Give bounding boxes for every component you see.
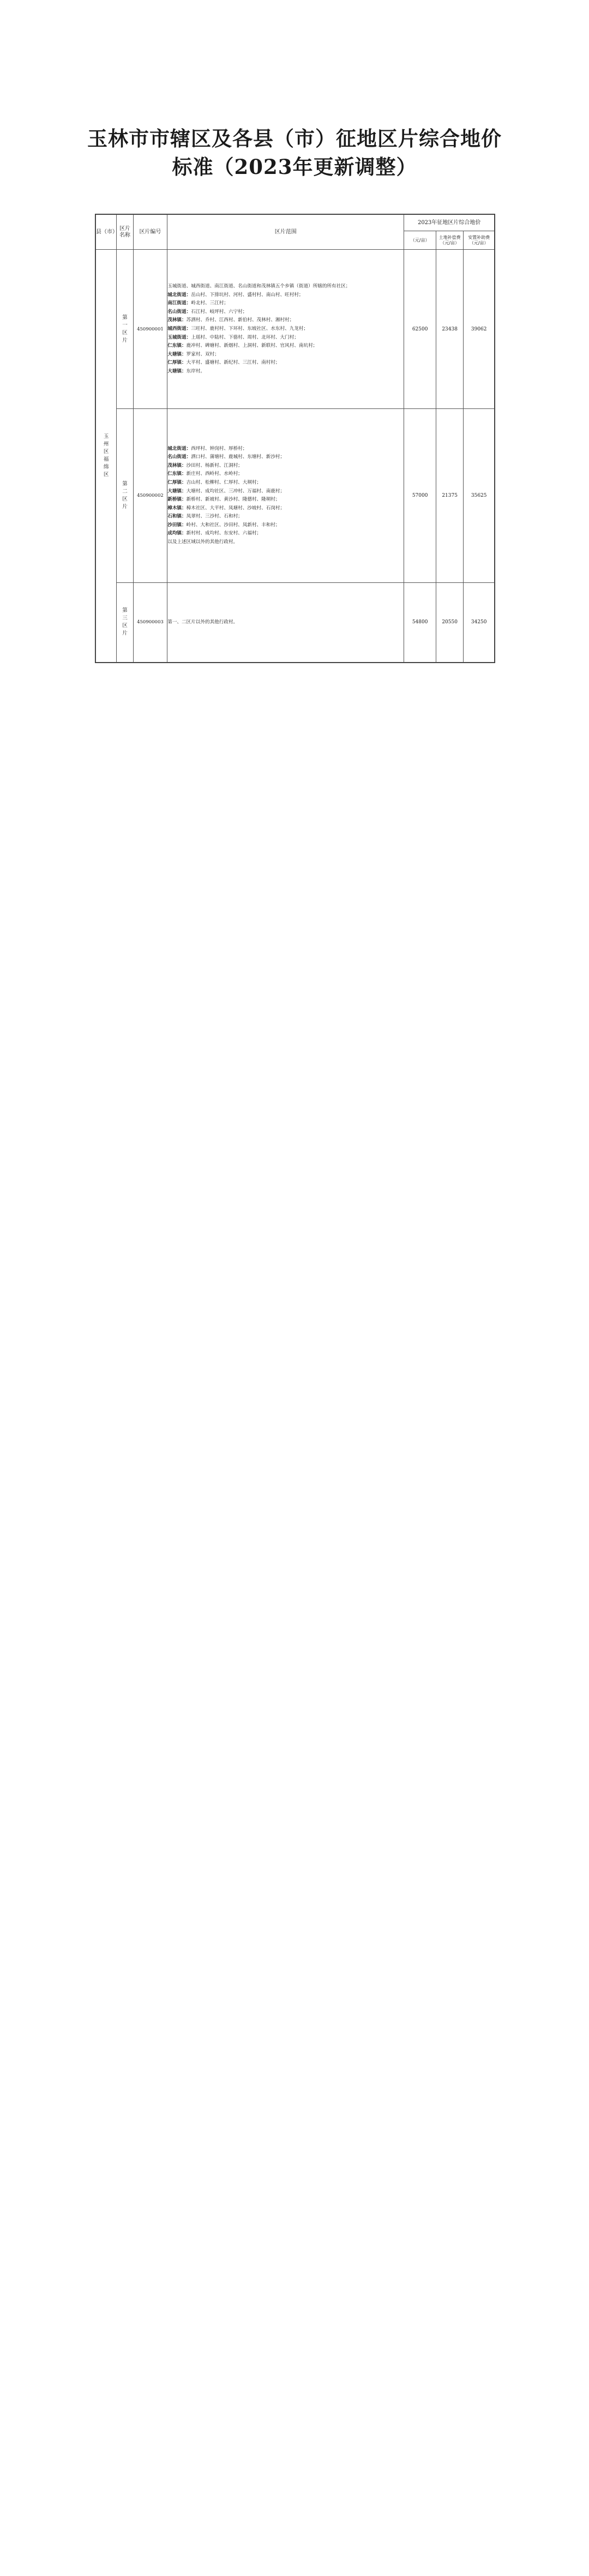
header-land-fee: 土地补偿费（元/亩） — [436, 231, 463, 250]
price-land: 21375 — [436, 409, 463, 582]
header-zone-code: 区片编号 — [133, 215, 167, 250]
zone-level: 第二区片 — [117, 409, 133, 582]
zone-scope: 城北街道：西坪村、钟岗村、厚桥村； 名山街道：洒口村、蒲塘村、鹿城村、东塘村、新沙村； 茂林镇：沙田村、杨新村、江洞村； 仁东镇：新庄村、西岭村、水岭村； 仁厚镇：吉山村、松柳村、仁厚村、大垌村； 大塘镇：大塘村、成均社区、三冲村、万福村、南鹿村； 新桥镇：新桥村、新坡村、黄沙村、隆德村、隆垌村； 樟木镇：樟木社区、大平村、凤塘村、沙坡村、石岗村； 石和镇：凤翠村、三沙村、石和村； 沙田镇：岭村、大和社区、沙田村、凤新村、丰和村； 成均镇：新村村、成均村、东安村、六福村； 以及上述区域以外的其他行政村。 — [167, 409, 404, 582]
title-line-2: 标准（2023年更新调整） — [172, 155, 417, 179]
zone-level: 第三区片 — [117, 582, 133, 662]
price-total: 62500 — [404, 250, 436, 409]
title-line-1: 玉林市市辖区及各县（市）征地区片综合地价 — [87, 127, 502, 151]
zone-scope: 玉城街道、城西街道、南江街道、名山街道和茂林镇五个乡镇（街道）所辖的所有社区； 城北街道：岳山村、下排坑村、河村、盛村村、南山村、旺村村； 南江街道：岭北村、三江村； 名山街道：石江村、岐坪村、六宁村； 茂林镇：苏洒村、乔村、江西村、新伯村、茂林村、湘村村； 城西街道：三旺村、鹿村村、下环村、东坡社区、水东村、九龙村； 玉城街道：上瑶村、中陆村、下骆村、周村、北环村、大门村； 仁东镇：鹿冲村、碑塘村、新烟村、上洞村、新联村、官风村、南坑村； 大塘镇：罗家村、双村； 仁厚镇：大平村、盛塘村、新纪村、三江村、南村村； 大塘镇：东岸村。 — [167, 250, 404, 409]
table-row — [96, 250, 495, 409]
price-resettle: 34250 — [464, 582, 495, 662]
price-land: 20550 — [436, 582, 463, 662]
zone-level: 第一区片 — [117, 250, 133, 409]
table-row — [96, 409, 495, 582]
document-title — [0, 124, 589, 181]
price-table — [95, 214, 495, 663]
header-scope: 区片范围 — [167, 215, 404, 250]
price-total: 57000 — [404, 409, 436, 582]
price-land: 23438 — [436, 250, 463, 409]
zone-code: 450900003 — [133, 582, 167, 662]
header-total: （元/亩） — [404, 231, 436, 250]
price-total: 54800 — [404, 582, 436, 662]
header-resettle-fee: 安置补助费（元/亩） — [464, 231, 495, 250]
price-table-block-1 — [95, 214, 495, 663]
header-price-group: 2023年征地区片综合地价 — [404, 215, 495, 231]
zone-code: 450900002 — [133, 409, 167, 582]
zone-scope: 第一、二区片以外的其他行政村。 — [167, 582, 404, 662]
table-row — [96, 582, 495, 662]
county-cell: 玉州区 福绵区 — [96, 250, 117, 663]
price-resettle: 35625 — [464, 409, 495, 582]
price-resettle: 39062 — [464, 250, 495, 409]
header-zone-name: 区片名称 — [117, 215, 133, 250]
header-county: 县（市） — [96, 215, 117, 250]
zone-code: 450900001 — [133, 250, 167, 409]
